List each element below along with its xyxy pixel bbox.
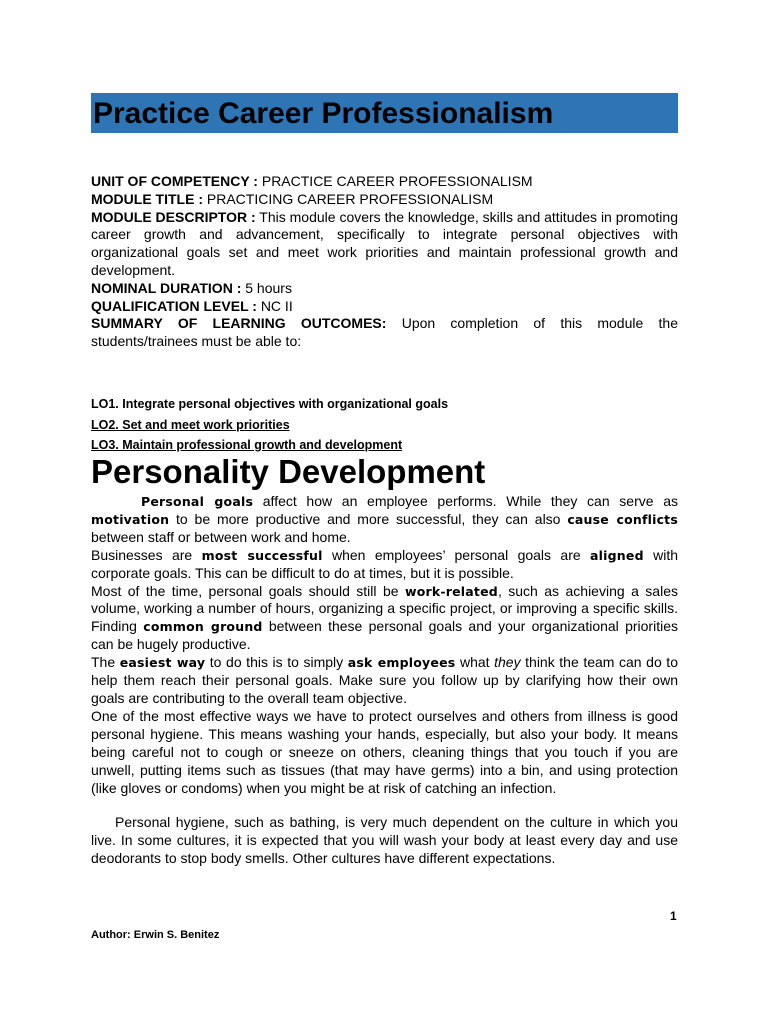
- bold-term: Personal goals: [141, 494, 254, 509]
- italic-term: they: [494, 654, 521, 671]
- paragraph-6: Personal hygiene, such as bathing, is very much dependent on the culture in which you live. In some cultures, it is expected that you will wash your body at least every day and use deodorants to stop body smells. Other cultures have different expectations.: [91, 814, 678, 867]
- bold-term: ask employees: [347, 655, 456, 671]
- bold-term: motivation: [91, 511, 170, 527]
- text-run: , such as achieving a sales volume, working a number of hours, organizing a specific project, or improving a specific skills. Finding: [91, 582, 678, 635]
- text-run: when employees’ personal goals are: [322, 546, 591, 563]
- descriptor-label: MODULE DESCRIPTOR :: [91, 208, 256, 225]
- paragraph-4: [91, 654, 678, 708]
- paragraph-1: [91, 493, 678, 547]
- text-run: think the team can do to help them reach their personal goals. Make sure you follow up by clarifying how their own goals are contributing to the overall team objective.: [91, 654, 678, 706]
- learning-outcome-2: LO2. Set and meet work priorities: [91, 418, 290, 432]
- text-run: to be more productive and more successful, they can also: [169, 510, 568, 527]
- summary-label: SUMMARY OF LEARNING OUTCOMES:: [91, 315, 387, 332]
- unit-value: PRACTICE CAREER PROFESSIONALISM: [261, 173, 533, 189]
- module-title-label: MODULE TITLE :: [91, 190, 203, 207]
- text-run: between staff or between work and home.: [91, 528, 351, 545]
- page-number: 1: [670, 909, 677, 923]
- descriptor-line: [91, 209, 678, 280]
- qualification-line: [91, 298, 678, 316]
- descriptor-value: This module covers the knowledge, skills and attitudes in promoting career growth and advancement, specifically to integrate personal objectives with organizational goals set and meet work priorities and maintain professional growth and development.: [91, 208, 678, 278]
- qualification-label: QUALIFICATION LEVEL :: [91, 297, 257, 314]
- unit-line: [91, 173, 678, 191]
- text-run: The: [91, 654, 120, 671]
- duration-label: NOMINAL DURATION :: [91, 279, 242, 296]
- section-title: Personality Development: [91, 453, 486, 490]
- learning-outcome-3: LO3. Maintain professional growth and development: [91, 438, 403, 452]
- text-run: Most of the time, personal goals should still be: [91, 582, 405, 599]
- author-footer: Author: Erwin S. Benitez: [91, 929, 220, 941]
- text-run: affect how an employee performs. While they can serve as: [253, 493, 678, 509]
- module-title-value: PRACTICING CAREER PROFESSIONALISM: [206, 190, 494, 207]
- paragraph-5: One of the most effective ways we have to protect ourselves and others from illness is good personal hygiene. This means washing your hands, especially, but also your body. It means being careful not to cough or sneeze on others, cleaning things that you touch if you are unwell, putting items such as tissues (that may have germs) into a bin, and using protection (like gloves or condoms) when you might be at risk of catching an infection.: [91, 707, 678, 796]
- text-run: what: [455, 654, 495, 671]
- unit-label: UNIT OF COMPETENCY :: [91, 173, 258, 189]
- paragraph-2: [91, 547, 678, 583]
- learning-outcome-1: LO1. Integrate personal objectives with organizational goals: [91, 397, 449, 411]
- bold-term: work-related: [404, 583, 498, 599]
- qualification-value: NC II: [260, 297, 293, 314]
- text-run: Businesses are: [91, 546, 202, 563]
- section-body: [91, 493, 678, 868]
- paragraph-3: [91, 583, 678, 655]
- module-info: [91, 173, 678, 351]
- bold-term: cause conflicts: [567, 511, 678, 527]
- bold-term: aligned: [590, 547, 644, 563]
- bold-term: most successful: [201, 547, 323, 563]
- module-title-line: [91, 191, 678, 209]
- bold-term: easiest way: [119, 655, 206, 671]
- text-run: to do this is to simply: [205, 654, 348, 671]
- summary-line: [91, 315, 678, 351]
- duration-line: [91, 280, 678, 298]
- title-banner: [91, 93, 678, 133]
- document-title: Practice Career Professionalism: [93, 97, 554, 130]
- text-run: between these personal goals and your organizational priorities can be hugely productive.: [91, 618, 678, 653]
- summary-value: Upon completion of this module the students/trainees must be able to:: [91, 315, 678, 350]
- text-run: with corporate goals. This can be difficult to do at times, but it is possible.: [91, 546, 679, 581]
- bold-term: common ground: [143, 619, 263, 635]
- duration-value: 5 hours: [245, 279, 292, 296]
